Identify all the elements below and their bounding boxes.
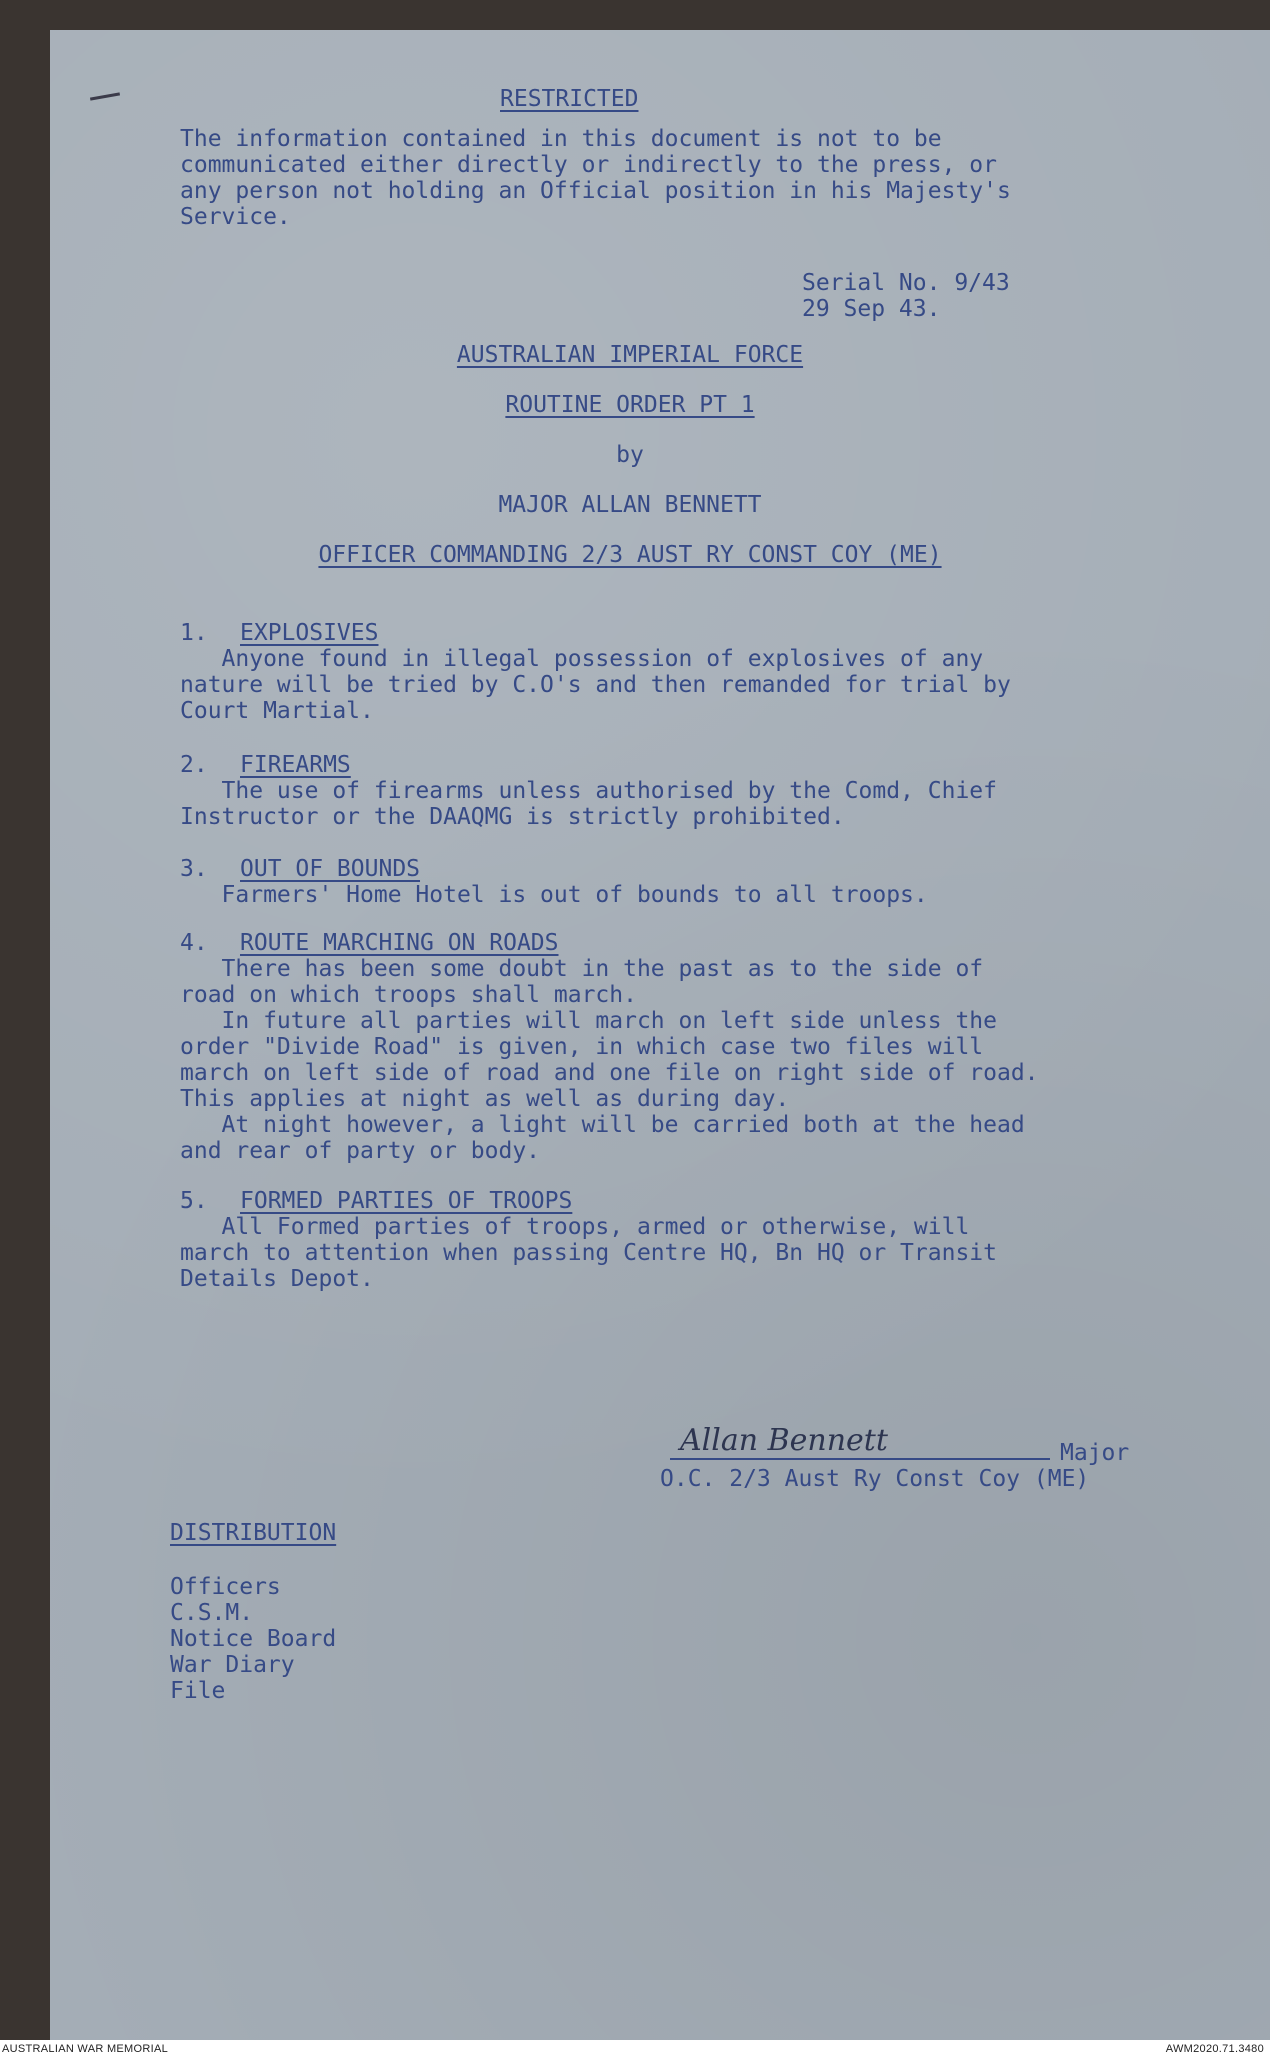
distribution-title: DISTRIBUTION	[170, 1520, 337, 1546]
distribution-item: Officers	[170, 1574, 281, 1600]
section-line: There has been some doubt in the past as to the side of	[180, 956, 984, 982]
section-number: 4.	[180, 930, 208, 956]
section-line: Court Martial.	[180, 698, 374, 724]
section-line: At night however, a light will be carried both at the head	[180, 1112, 1025, 1138]
document-date: 29 Sep 43.	[802, 296, 941, 322]
distribution-item: War Diary	[170, 1652, 295, 1678]
notice-line: any person not holding an Official position in his Majesty's	[180, 178, 1011, 204]
distribution-item: C.S.M.	[170, 1600, 254, 1626]
section-line: This applies at night as well as during day.	[180, 1086, 790, 1112]
section-line: march on left side of road and one file on right side of road.	[180, 1060, 1039, 1086]
section-line: road on which troops shall march.	[180, 982, 637, 1008]
force-heading: AUSTRALIAN IMPERIAL FORCE	[456, 342, 804, 368]
distribution-item: File	[170, 1678, 226, 1704]
by-line: by	[616, 442, 644, 468]
section-number: 1.	[180, 620, 208, 646]
section-line: order "Divide Road" is given, in which case two files will	[180, 1034, 984, 1060]
signatory-rank: Major	[1060, 1440, 1130, 1466]
signature-rule	[670, 1458, 1050, 1460]
document-page	[50, 30, 1270, 2040]
section-line: nature will be tried by C.O's and then remanded for trial by	[180, 672, 1011, 698]
section-line: All Formed parties of troops, armed or otherwise, will	[180, 1214, 970, 1240]
distribution-item: Notice Board	[170, 1626, 337, 1652]
section-line: Details Depot.	[180, 1266, 374, 1292]
section-title: ROUTE MARCHING ON ROADS	[240, 930, 559, 956]
section-line: The use of firearms unless authorised by the Comd, Chief	[180, 778, 997, 804]
section-line: and rear of party or body.	[180, 1138, 541, 1164]
notice-line: The information contained in this document is not to be	[180, 126, 942, 152]
archive-reference: AWM2020.71.3480	[1165, 2043, 1264, 2055]
section-number: 2.	[180, 752, 208, 778]
section-line: Anyone found in illegal possession of explosives of any	[180, 646, 984, 672]
ink-mark	[90, 92, 120, 100]
section-title: EXPLOSIVES	[240, 620, 379, 646]
section-number: 3.	[180, 856, 208, 882]
section-number: 5.	[180, 1188, 208, 1214]
classification-heading: RESTRICTED	[500, 86, 639, 112]
archive-credit: AUSTRALIAN WAR MEMORIAL	[2, 2043, 169, 2055]
section-title: FIREARMS	[240, 752, 351, 778]
notice-line: Service.	[180, 204, 291, 230]
section-line: march to attention when passing Centre HQ, Bn HQ or Transit	[180, 1240, 997, 1266]
command-heading: OFFICER COMMANDING 2/3 AUST RY CONST COY (ME)	[318, 542, 942, 568]
section-title: OUT OF BOUNDS	[240, 856, 421, 882]
signatory-appointment: O.C. 2/3 Aust Ry Const Coy (ME)	[660, 1466, 1090, 1492]
section-line: Instructor or the DAAQMG is strictly prohibited.	[180, 804, 845, 830]
section-line: Farmers' Home Hotel is out of bounds to all troops.	[180, 882, 928, 908]
serial-number: Serial No. 9/43	[802, 270, 1010, 296]
section-line: In future all parties will march on left side unless the	[180, 1008, 997, 1034]
officer-name: MAJOR ALLAN BENNETT	[498, 492, 762, 518]
order-heading: ROUTINE ORDER PT 1	[505, 392, 755, 418]
notice-line: communicated either directly or indirectly to the press, or	[180, 152, 997, 178]
section-title: FORMED PARTIES OF TROOPS	[240, 1188, 573, 1214]
handwritten-signature: Allan Bennett	[680, 1423, 888, 1458]
